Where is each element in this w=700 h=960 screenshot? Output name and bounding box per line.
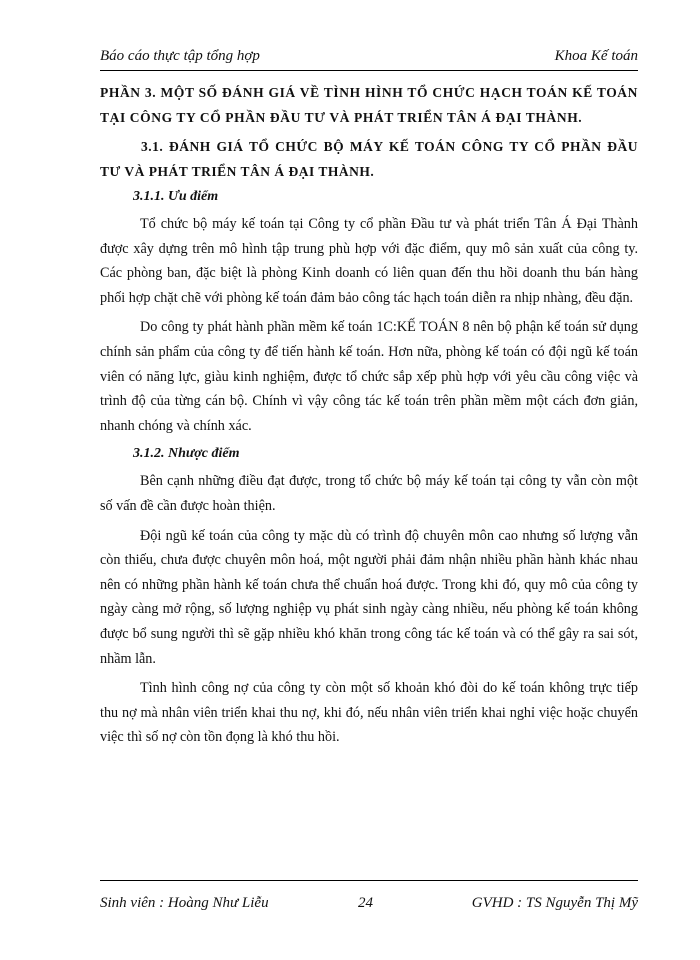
section-title: 3.1. ĐÁNH GIÁ TỔ CHỨC BỘ MÁY KẾ TOÁN CÔNG TY CỔ PHẦN ĐẦU TƯ VÀ PHÁT TRIỂN TÂN Á ĐẠI THÀNH. [100,139,638,179]
paragraph: Do công ty phát hành phần mềm kế toán 1C:KẾ TOÁN 8 nên bộ phận kế toán sử dụng chính sản phẩm của công ty để tiến hành kế toán. Hơn nữa, phòng kế toán có đội ngũ kế toán viên có năng lực, giàu kinh nghiệm, được tổ chức sắp xếp phù hợp với yêu cầu công việc và trình độ của từng cán bộ. Chính vì vậy công tác kế toán trên phần mềm một cách đơn giản, nhanh chóng và chính xác. [100,319,638,434]
footer-supervisor: GVHD : TS Nguyễn Thị Mỹ [471,895,638,911]
page-header [100,44,638,71]
paragraph: Bên cạnh những điều đạt được, trong tổ chức bộ máy kế toán tại công ty vẫn còn một số vấn đề cần được hoàn thiện. [100,473,638,514]
header-department: Khoa Kế toán [554,48,638,64]
part-title: PHẦN 3. MỘT SỐ ĐÁNH GIÁ VỀ TÌNH HÌNH TỔ CHỨC HẠCH TOÁN KẾ TOÁN TẠI CÔNG TY CỔ PHẦN ĐẦU TƯ VÀ PHÁT TRIỂN TÂN Á ĐẠI THÀNH. [100,85,638,125]
page-footer [100,880,638,911]
subsection-title-advantages: 3.1.1. Ưu điểm [133,189,219,204]
subsection-title-disadvantages: 3.1.2. Nhược điểm [133,446,240,462]
paragraph: Tình hình công nợ của công ty còn một số khoản khó đòi do kế toán không trực tiếp thu nợ mà nhân viên triển khai thu nợ, khi đó, nếu nhân viên triển khai nghỉ việc hoặc chuyển việc thì số nợ còn tồn đọng là khó thu hồi. [100,680,638,746]
page-number: 24 [358,895,373,911]
header-report-title: Báo cáo thực tập tổng hợp [100,48,260,64]
paragraph: Đội ngũ kế toán của công ty mặc dù có trình độ chuyên môn cao nhưng số lượng vẫn còn thiếu, chưa được chuyên môn hoá, một người phải đảm nhận nhiều phần hành khác nhau nên có những phần hành kế toán chưa thể chuẩn hoá được. Trong khi đó, quy mô của công ty ngày càng mở rộng, số lượng nghiệp vụ phát sinh ngày càng nhiều, nếu phòng kế toán không được bổ sung người thì sẽ gặp nhiều khó khăn trong công tác kế toán và có thể gây ra sai sót, nhầm lẫn. [100,527,638,667]
page-content [100,80,638,755]
footer-student: Sinh viên : Hoàng Như Liễu [100,895,269,911]
paragraph: Tổ chức bộ máy kế toán tại Công ty cổ phần Đầu tư và phát triển Tân Á Đại Thành được xây dựng trên mô hình tập trung phù hợp với đặc điểm, quy mô sản xuất của công ty. Các phòng ban, đặc biệt là phòng Kinh doanh có liên quan đến thu hồi doanh thu bán hàng phối hợp chặt chẽ với phòng kế toán đảm bảo công tác hạch toán diễn ra nhịp nhàng, đều đặn. [100,216,638,306]
